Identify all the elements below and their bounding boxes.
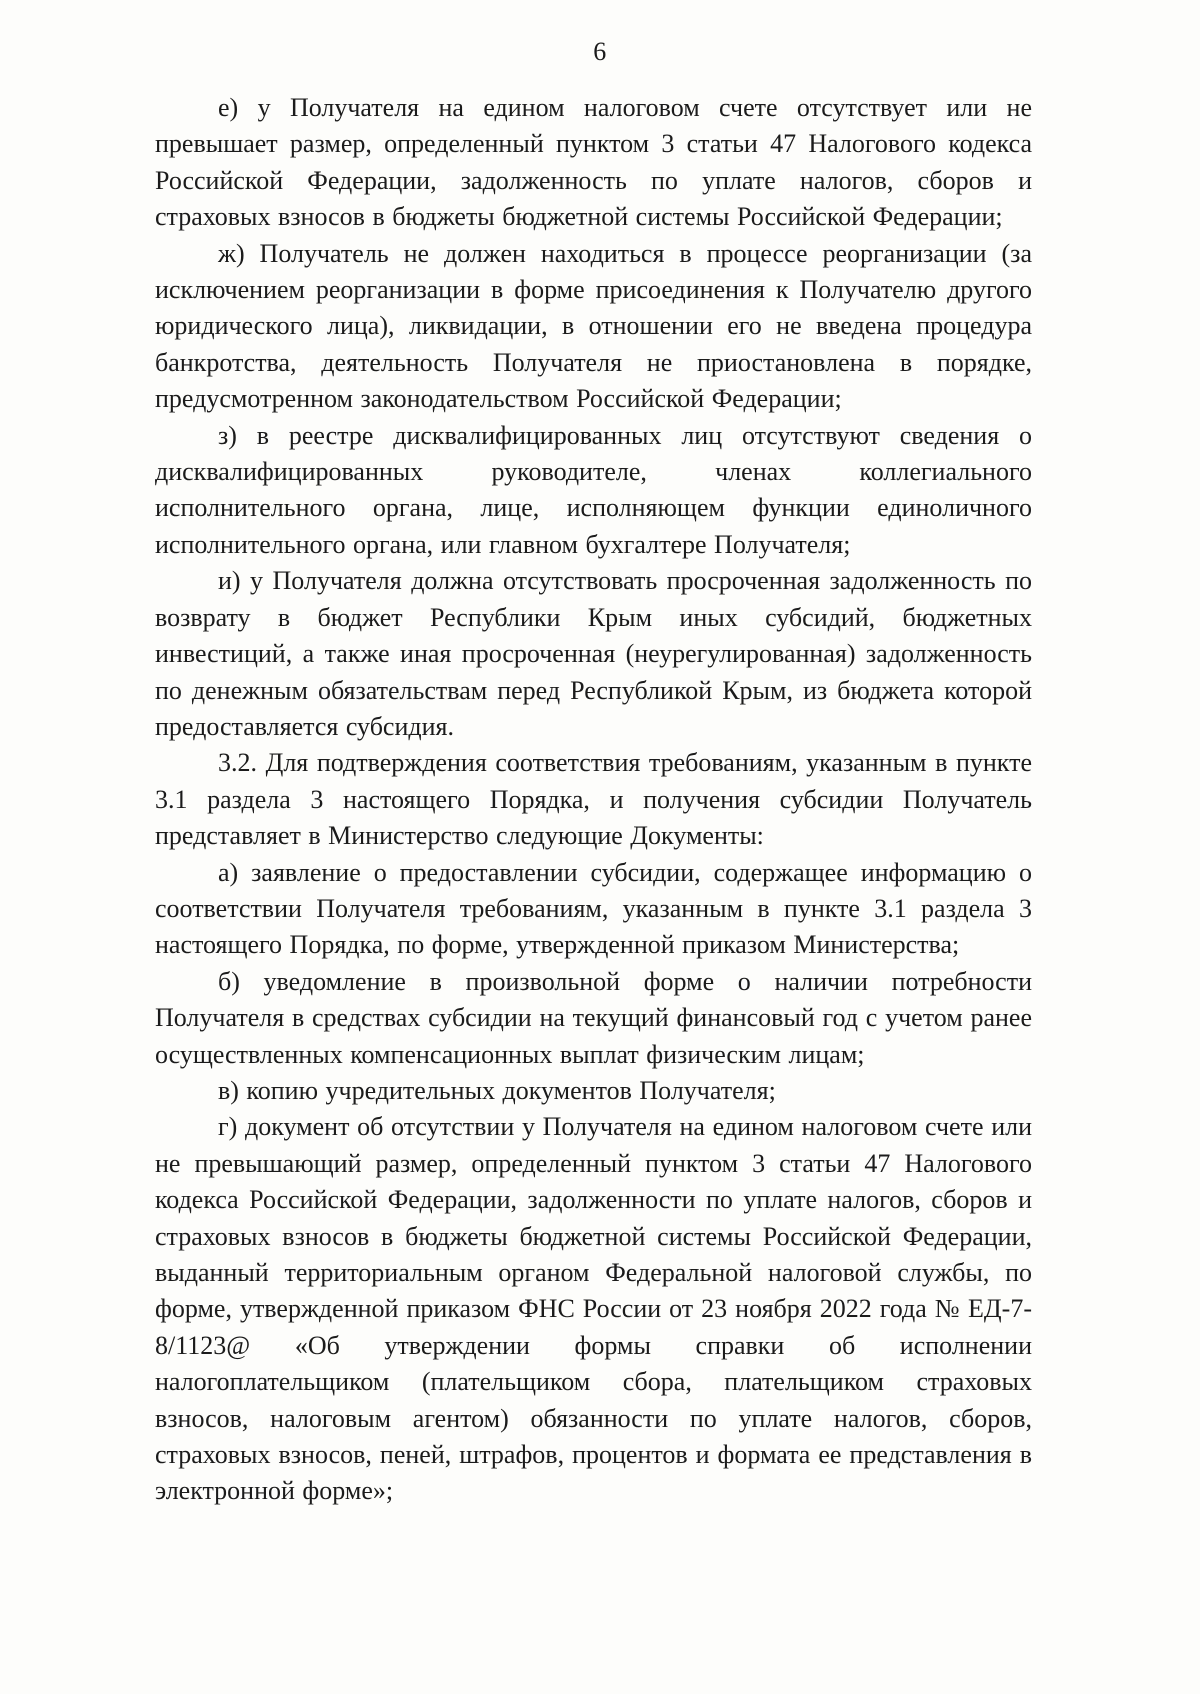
clause-i: и) у Получателя должна отсутствовать просроченная задолженность по возврату в бюджет Республики Крым иных субсидий, бюджетных инвестиций, а также иная просроченная (неурегулированная) задолженность по денежным обязательствам перед Республикой Крым, из бюджета которой предоставляется субсидия. (155, 566, 1032, 741)
clause-v: в) копию учредительных документов Получателя; (218, 1075, 776, 1105)
clause-b: б) уведомление в произвольной форме о наличии потребности Получателя в средствах субсидии на текущий финансовый год с учетом ранее осуществленных компенсационных выплат физическим лицам; (155, 966, 1032, 1069)
clause-g: г) документ об отсутствии у Получателя на едином налоговом счете или не превышающий размер, определенный пунктом 3 статьи 47 Налогового кодекса Российской Федерации, задолженности по уплате налогов, сборов и страховых взносов в бюджеты бюджетной системы Российской Федерации, выданный территориальным органом Федеральной налоговой службы, по форме, утвержденной приказом ФНС России от 23 ноября 2022 года № ЕД-7-8/1123@ «Об утверждении формы справки об исполнении налогоплательщиком (плательщиком сбора, плательщиком страховых взносов, налоговым агентом) обязанности по уплате налогов, сборов, страховых взносов, пеней, штрафов, процентов и формата ее представления в электронной форме»; (155, 1112, 1032, 1506)
clause-e: е) у Получателя на едином налоговом счете отсутствует или не превышает размер, определенный пунктом 3 статьи 47 Налогового кодекса Российской Федерации, задолженность по уплате налогов, сборов и страховых взносов в бюджеты бюджетной системы Российской Федерации; (155, 93, 1032, 232)
page-number: 6 (593, 37, 607, 66)
document-body (155, 90, 1032, 1510)
clause-a: а) заявление о предоставлении субсидии, содержащее информацию о соответствии Получателя требованиям, указанным в пункте 3.1 раздела 3 настоящего Порядка, по форме, утвержденной приказом Министерства; (155, 857, 1032, 960)
clause-z: з) в реестре дисквалифицированных лиц отсутствуют сведения о дисквалифицированных руководителе, членах коллегиального исполнительного органа, лице, исполняющем функции единоличного исполнительного органа, или главном бухгалтере Получателя; (155, 420, 1032, 559)
clause-zh: ж) Получатель не должен находиться в процессе реорганизации (за исключением реорганизации в форме присоединения к Получателю другого юридического лица), ликвидации, в отношении его не введена процедура банкротства, деятельность Получателя не приостановлена в порядке, предусмотренном законодательством Российской Федерации; (155, 238, 1032, 414)
clause-3-2: 3.2. Для подтверждения соответствия требованиям, указанным в пункте 3.1 раздела 3 настоящего Порядка, и получения субсидии Получатель представляет в Министерство следующие Документы: (155, 748, 1032, 851)
